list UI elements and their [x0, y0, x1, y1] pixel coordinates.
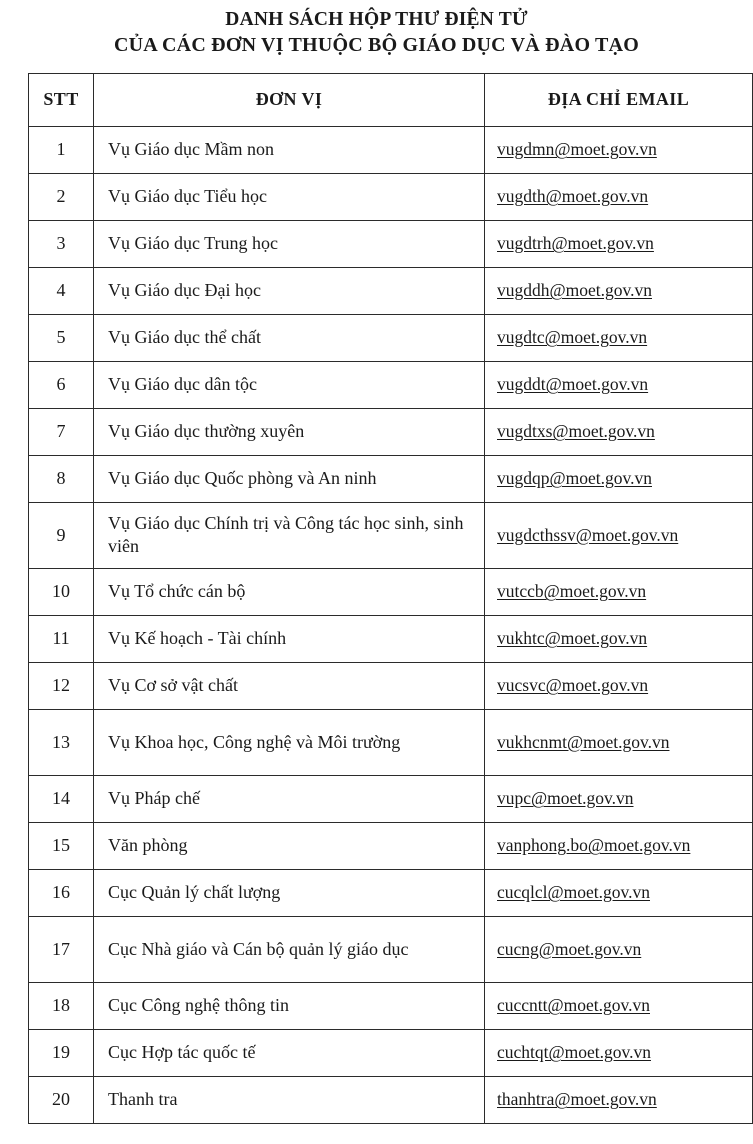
- email-address-link[interactable]: cuccntt@moet.gov.vn: [497, 995, 650, 1016]
- unit-name-text: Cục Công nghệ thông tin: [108, 995, 289, 1016]
- cell-unit-name: [94, 408, 485, 455]
- cell-stt: 4: [29, 267, 94, 314]
- cell-stt: 7: [29, 408, 94, 455]
- cell-stt: 11: [29, 615, 94, 662]
- table-row: [29, 822, 753, 869]
- cell-unit-name: [94, 662, 485, 709]
- column-header-stt: STT: [29, 73, 94, 126]
- unit-name-text: Cục Quản lý chất lượng: [108, 882, 281, 903]
- unit-name-text: Vụ Cơ sở vật chất: [108, 675, 239, 696]
- unit-name-text: Vụ Giáo dục Quốc phòng và An ninh: [108, 468, 377, 489]
- table-row: [29, 982, 753, 1029]
- document-title: [0, 0, 753, 59]
- cell-email-address: [485, 361, 753, 408]
- cell-unit-name: [94, 709, 485, 775]
- cell-stt: 1: [29, 126, 94, 173]
- cell-stt: 18: [29, 982, 94, 1029]
- cell-unit-name: [94, 869, 485, 916]
- table-row: [29, 267, 753, 314]
- cell-email-address: [485, 267, 753, 314]
- cell-unit-name: [94, 1076, 485, 1123]
- cell-stt: 10: [29, 568, 94, 615]
- table-row: [29, 662, 753, 709]
- email-address-link[interactable]: vugddt@moet.gov.vn: [497, 374, 649, 395]
- cell-stt: 16: [29, 869, 94, 916]
- cell-email-address: [485, 662, 753, 709]
- document-title-line-2: CỦA CÁC ĐƠN VỊ THUỘC BỘ GIÁO DỤC VÀ ĐÀO TẠO: [114, 33, 639, 56]
- table-row: [29, 615, 753, 662]
- unit-name-text: Vụ Giáo dục Trung học: [108, 233, 278, 254]
- cell-email-address: [485, 502, 753, 568]
- email-address-link[interactable]: vugdmn@moet.gov.vn: [497, 139, 657, 160]
- cell-email-address: [485, 220, 753, 267]
- cell-stt: 20: [29, 1076, 94, 1123]
- cell-stt: 15: [29, 822, 94, 869]
- table-header-row: [29, 73, 753, 126]
- cell-unit-name: [94, 916, 485, 982]
- email-address-link[interactable]: thanhtra@moet.gov.vn: [497, 1089, 657, 1110]
- cell-email-address: [485, 982, 753, 1029]
- table-row: [29, 455, 753, 502]
- email-address-link[interactable]: cuchtqt@moet.gov.vn: [497, 1042, 651, 1063]
- table-row: [29, 314, 753, 361]
- table-row: [29, 709, 753, 775]
- cell-email-address: [485, 408, 753, 455]
- cell-email-address: [485, 822, 753, 869]
- unit-name-text: Cục Nhà giáo và Cán bộ quản lý giáo dục: [108, 938, 409, 959]
- table-row: [29, 568, 753, 615]
- cell-unit-name: [94, 1029, 485, 1076]
- cell-email-address: [485, 709, 753, 775]
- cell-stt: 17: [29, 916, 94, 982]
- unit-name-text: Vụ Giáo dục Chính trị và Công tác học sinh, sinh viên: [108, 513, 464, 557]
- cell-stt: 3: [29, 220, 94, 267]
- cell-stt: 6: [29, 361, 94, 408]
- email-address-link[interactable]: vugdtc@moet.gov.vn: [497, 327, 648, 348]
- cell-unit-name: [94, 502, 485, 568]
- email-address-link[interactable]: vugdcthssv@moet.gov.vn: [497, 524, 679, 545]
- cell-email-address: [485, 314, 753, 361]
- email-address-link[interactable]: vugdtrh@moet.gov.vn: [497, 233, 654, 254]
- cell-email-address: [485, 455, 753, 502]
- table-row: [29, 1076, 753, 1123]
- cell-stt: 12: [29, 662, 94, 709]
- table-row: [29, 361, 753, 408]
- email-address-link[interactable]: vupc@moet.gov.vn: [497, 788, 634, 809]
- email-directory-table: [28, 73, 753, 1124]
- cell-email-address: [485, 869, 753, 916]
- cell-stt: 19: [29, 1029, 94, 1076]
- cell-unit-name: [94, 220, 485, 267]
- cell-unit-name: [94, 982, 485, 1029]
- cell-unit-name: [94, 615, 485, 662]
- unit-name-text: Vụ Tổ chức cán bộ: [108, 581, 246, 602]
- table-row: [29, 126, 753, 173]
- cell-email-address: [485, 615, 753, 662]
- unit-name-text: Văn phòng: [108, 835, 188, 856]
- email-address-link[interactable]: vukhtc@moet.gov.vn: [497, 628, 648, 649]
- unit-name-text: Vụ Giáo dục thể chất: [108, 327, 261, 348]
- column-header-email: ĐỊA CHỈ EMAIL: [485, 73, 753, 126]
- email-address-link[interactable]: vukhcnmt@moet.gov.vn: [497, 731, 670, 752]
- cell-email-address: [485, 568, 753, 615]
- email-address-link[interactable]: vugdth@moet.gov.vn: [497, 186, 649, 207]
- table-row: [29, 916, 753, 982]
- email-address-link[interactable]: vutccb@moet.gov.vn: [497, 581, 647, 602]
- email-address-link[interactable]: cucng@moet.gov.vn: [497, 938, 642, 959]
- table-row: [29, 173, 753, 220]
- cell-email-address: [485, 916, 753, 982]
- unit-name-text: Vụ Giáo dục dân tộc: [108, 374, 257, 395]
- unit-name-text: Vụ Giáo dục Mầm non: [108, 139, 274, 160]
- cell-unit-name: [94, 455, 485, 502]
- cell-unit-name: [94, 267, 485, 314]
- cell-email-address: [485, 173, 753, 220]
- email-address-link[interactable]: vucsvc@moet.gov.vn: [497, 675, 649, 696]
- cell-unit-name: [94, 314, 485, 361]
- column-header-unit: ĐƠN VỊ: [94, 73, 485, 126]
- cell-stt: 13: [29, 709, 94, 775]
- email-address-link[interactable]: vugdtxs@moet.gov.vn: [497, 421, 655, 442]
- unit-name-text: Vụ Giáo dục Tiểu học: [108, 186, 267, 207]
- table-row: [29, 408, 753, 455]
- cell-stt: 9: [29, 502, 94, 568]
- cell-stt: 2: [29, 173, 94, 220]
- unit-name-text: Vụ Pháp chế: [108, 788, 200, 809]
- cell-email-address: [485, 775, 753, 822]
- cell-unit-name: [94, 173, 485, 220]
- table-row: [29, 220, 753, 267]
- unit-name-text: Thanh tra: [108, 1089, 178, 1110]
- table-row: [29, 502, 753, 568]
- cell-unit-name: [94, 775, 485, 822]
- email-address-link[interactable]: cucqlcl@moet.gov.vn: [497, 882, 650, 903]
- document-title-line-1: DANH SÁCH HỘP THƯ ĐIỆN TỬ: [225, 9, 528, 30]
- unit-name-text: Cục Hợp tác quốc tế: [108, 1042, 256, 1063]
- email-table-container: [14, 59, 739, 1124]
- unit-name-text: Vụ Giáo dục thường xuyên: [108, 421, 305, 442]
- cell-stt: 5: [29, 314, 94, 361]
- email-address-link[interactable]: vanphong.bo@moet.gov.vn: [497, 835, 691, 856]
- cell-unit-name: [94, 568, 485, 615]
- table-row: [29, 1029, 753, 1076]
- unit-name-text: Vụ Khoa học, Công nghệ và Môi trường: [108, 731, 401, 752]
- cell-email-address: [485, 1029, 753, 1076]
- cell-stt: 8: [29, 455, 94, 502]
- email-address-link[interactable]: vugddh@moet.gov.vn: [497, 280, 652, 301]
- table-row: [29, 775, 753, 822]
- cell-email-address: [485, 1076, 753, 1123]
- unit-name-text: Vụ Kế hoạch - Tài chính: [108, 628, 287, 649]
- cell-email-address: [485, 126, 753, 173]
- cell-stt: 14: [29, 775, 94, 822]
- email-address-link[interactable]: vugdqp@moet.gov.vn: [497, 468, 652, 489]
- table-header: [29, 73, 753, 126]
- table-row: [29, 869, 753, 916]
- table-body: [29, 126, 753, 1123]
- cell-unit-name: [94, 361, 485, 408]
- cell-unit-name: [94, 822, 485, 869]
- unit-name-text: Vụ Giáo dục Đại học: [108, 280, 261, 301]
- cell-unit-name: [94, 126, 485, 173]
